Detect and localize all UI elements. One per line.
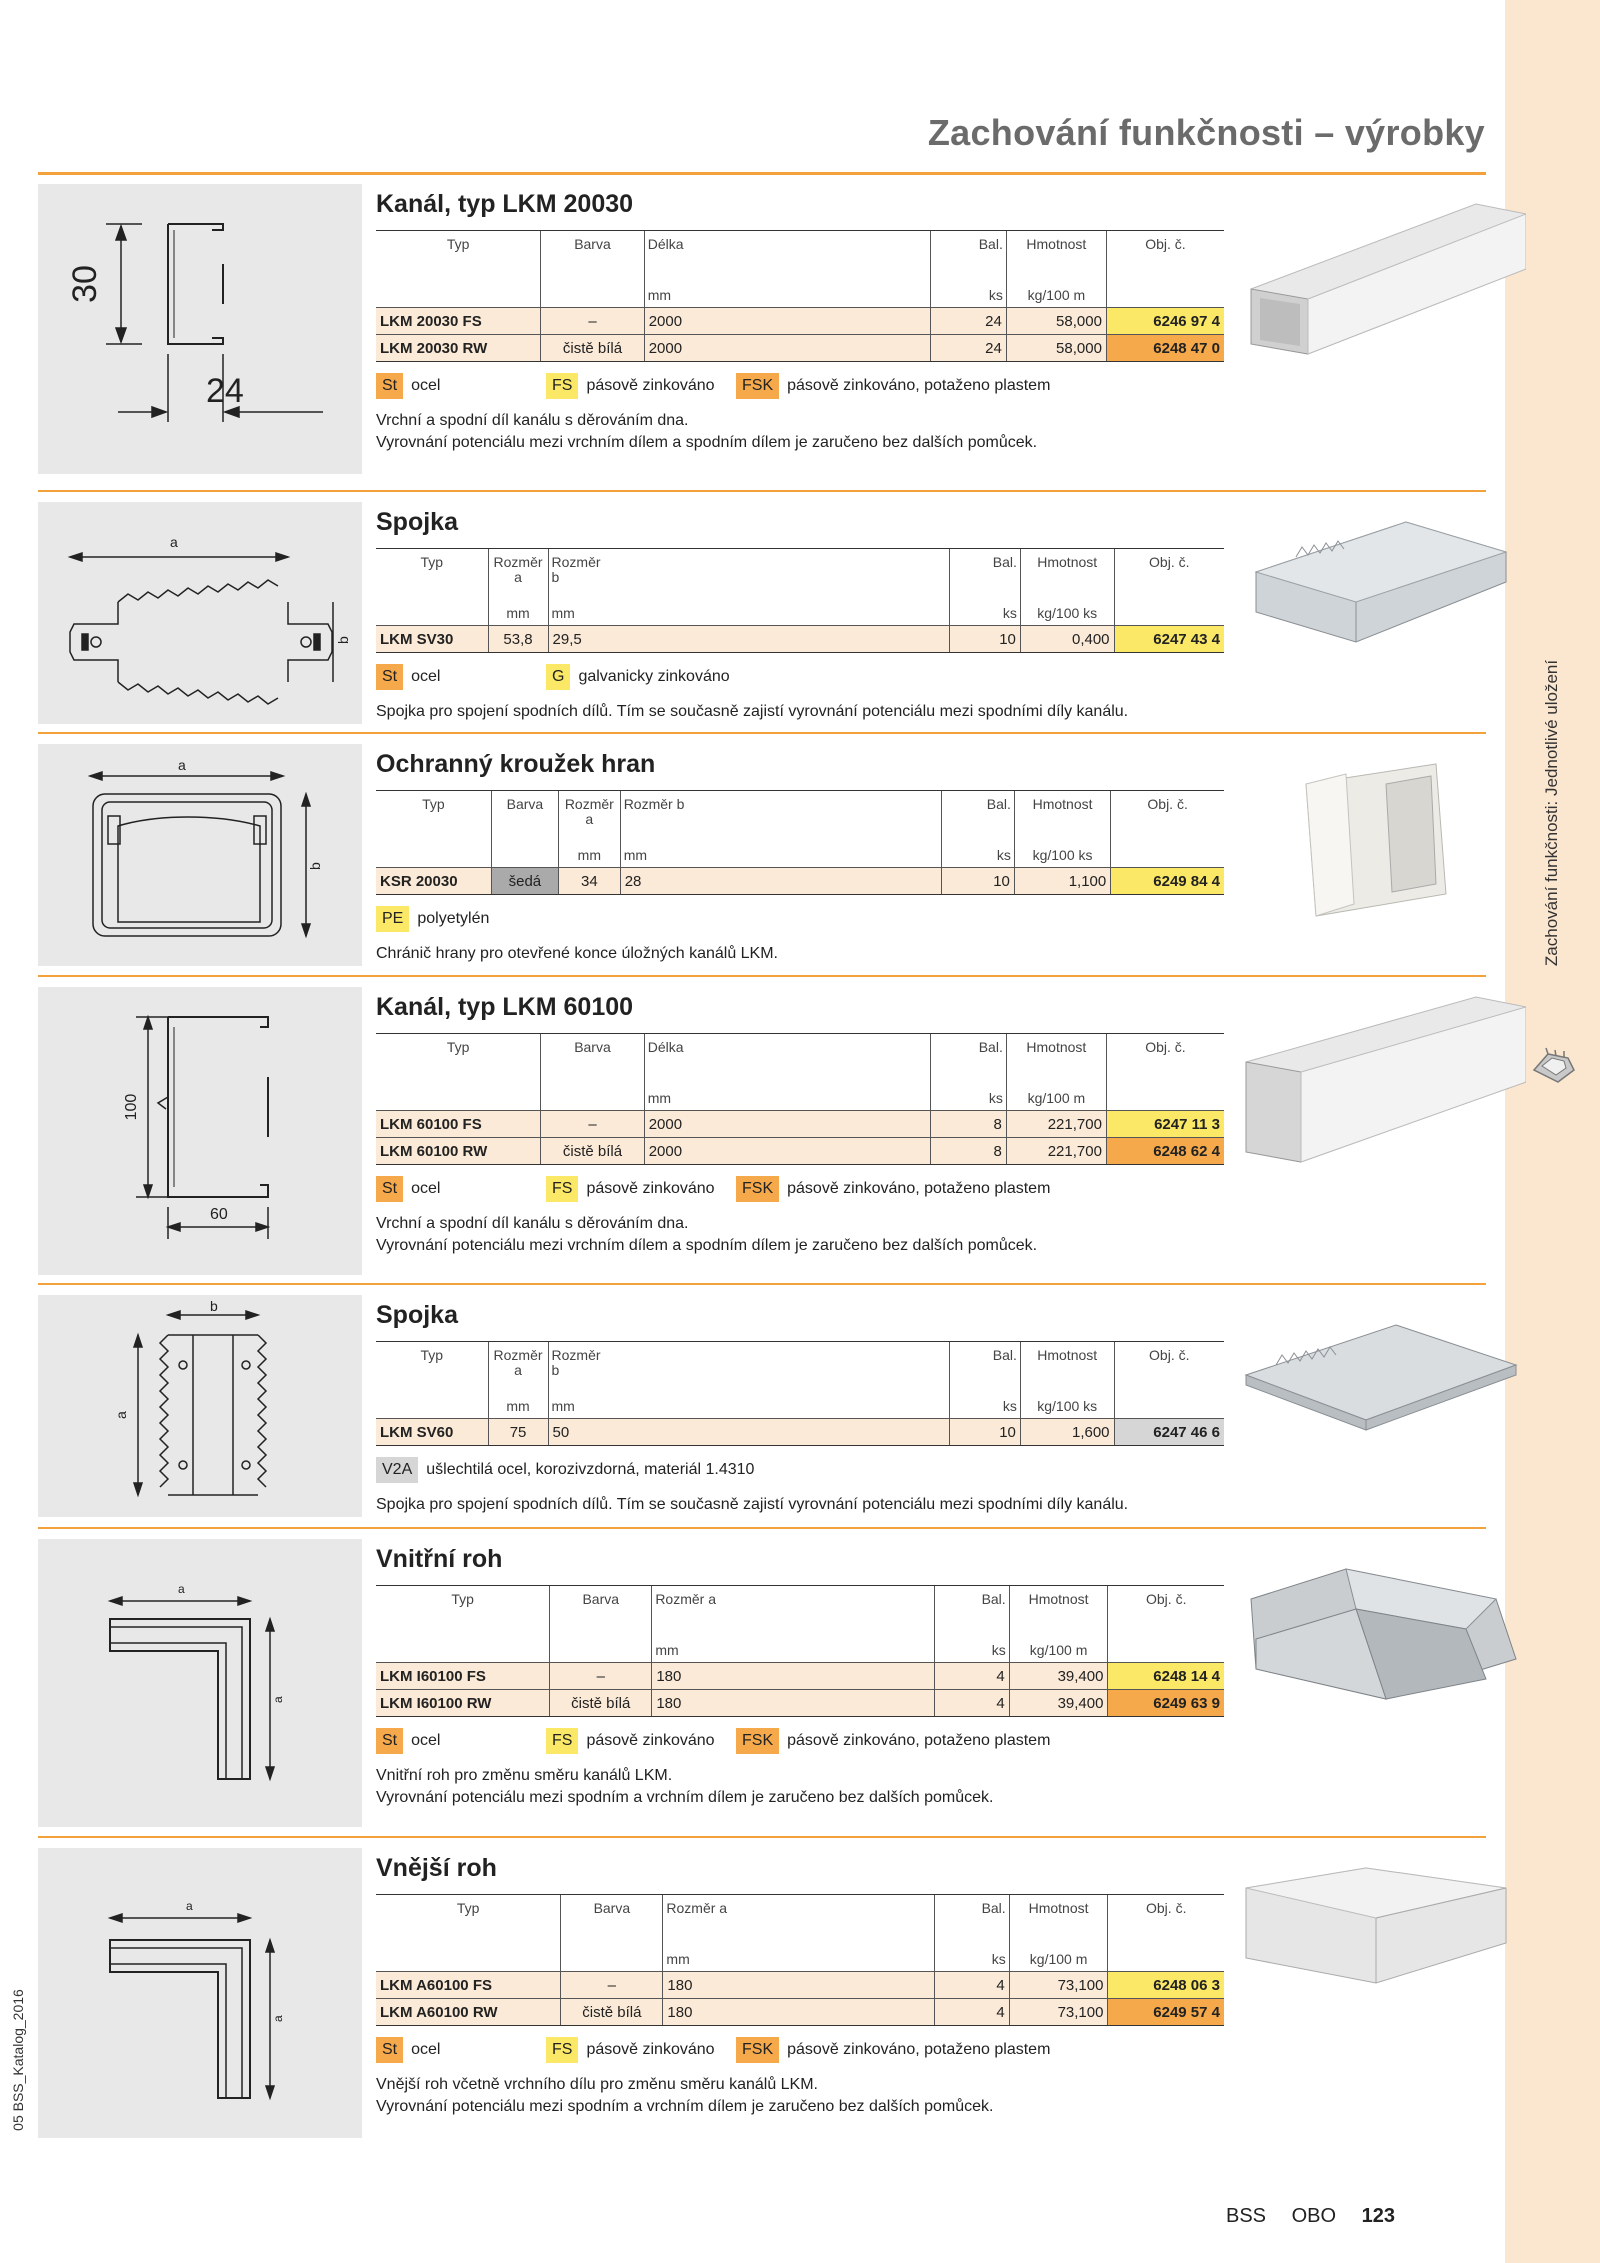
table-row: LKM 20030 RW čistě bílá 2000 24 58,000 6248 47 0 <box>376 335 1224 362</box>
material-badge: St <box>376 1728 403 1754</box>
dim-width-label: 24 <box>206 372 244 410</box>
svg-text:60: 60 <box>210 1206 228 1223</box>
table-row: LKM 20030 FS – 2000 24 58,000 6246 97 4 <box>376 308 1224 335</box>
table-row: LKM SV60 75 50 10 1,600 6247 46 6 <box>376 1419 1224 1446</box>
product-table: Typ Rozměr a Rozměr b Bal. Hmotnost Obj. č. mm mm ks kg/100 ks LKM SV60 75 50 10 1,600 6247 46 6 <box>376 1341 1224 1446</box>
table-row: LKM I60100 FS – 180 4 39,400 6248 14 4 <box>376 1663 1224 1690</box>
section-description: Spojka pro spojení spodních dílů. Tím se současně zajistí vyrovnání potenciálu mezi spodními díly kanálu. <box>376 703 1129 720</box>
order-code: 6248 62 4 <box>1106 1138 1224 1165</box>
dim-height-label: 30 <box>66 265 104 303</box>
product-photo <box>1236 1295 1526 1445</box>
order-code: 6248 06 3 <box>1108 1972 1224 1999</box>
material-badge: FS <box>546 1176 578 1202</box>
section-channel-60100 <box>38 975 1486 1280</box>
section-title: Ochranný kroužek hran <box>376 750 656 778</box>
svg-text:a: a <box>113 1411 129 1419</box>
material-legend: St ocel G galvanicky zinkováno <box>376 663 1260 691</box>
material-legend: St ocel FS pásově zinkováno FSK pásově zinkováno, potaženo plastem <box>376 1175 1260 1203</box>
material-badge: St <box>376 373 403 399</box>
order-code: 6248 47 0 <box>1106 335 1224 362</box>
technical-drawing <box>38 1539 362 1827</box>
side-label: Zachování funkčnosti: Jednotlivé uložení <box>1542 659 1561 967</box>
svg-text:b: b <box>307 862 323 870</box>
order-code: 6249 63 9 <box>1108 1690 1224 1717</box>
section-channel-20030 <box>38 172 1486 478</box>
product-table: Typ Barva Rozměr a Bal. Hmotnost Obj. č. mm ks kg/100 m LKM I60100 FS – 180 4 39,400 6248 14 4 LKM I60100 RW čistě bílá 180 4 39,400 6249 63 9 <box>376 1585 1224 1717</box>
svg-text:b: b <box>335 636 351 644</box>
section-description: Vrchní a spodní díl kanálu s děrováním dna. Vyrovnání potenciálu mezi vrchním dílem a spodním dílem je zaručeno bez dalších pomůcek. <box>376 1215 1038 1254</box>
section-description: Vnější roh včetně vrchního dílu pro změnu směru kanálů LKM. Vyrovnání potenciálu mezi spodním a vrchním dílem je zaručeno bez dalších pomůcek. <box>376 2076 994 2115</box>
product-photo <box>1236 184 1526 384</box>
col-obj: Obj. č. <box>1106 231 1224 274</box>
svg-text:a: a <box>178 1582 185 1596</box>
section-connector-sv60 <box>38 1283 1486 1523</box>
svg-text:a: a <box>271 1696 285 1703</box>
page-title: Zachování funkčnosti – výrobky <box>927 112 1485 153</box>
section-connector-sv30 <box>38 490 1486 730</box>
order-code: 6249 57 4 <box>1108 1999 1224 2026</box>
col-typ: Typ <box>376 231 541 274</box>
col-hmotnost: Hmotnost <box>1006 231 1106 274</box>
svg-text:100: 100 <box>123 1093 140 1121</box>
table-row: LKM 60100 RW čistě bílá 2000 8 221,700 6248 62 4 <box>376 1138 1224 1165</box>
product-table: Typ Barva Rozměr a Rozměr b Bal. Hmotnost Obj. č. mm mm ks kg/100 ks KSR 20030 šedá 34 28 10 1,100 6249 84 4 <box>376 790 1224 895</box>
technical-drawing <box>38 1295 362 1517</box>
material-legend: St ocel FS pásově zinkováno FSK pásově zinkováno, potaženo plastem <box>376 2036 1260 2064</box>
col-typ: Typ <box>376 549 488 592</box>
material-badge: FSK <box>736 2037 779 2063</box>
section-description: Vrchní a spodní díl kanálu s děrováním dna. Vyrovnání potenciálu mezi vrchním dílem a spodním dílem je zaručeno bez dalších pomůcek. <box>376 412 1038 451</box>
section-description: Spojka pro spojení spodních dílů. Tím se současně zajistí vyrovnání potenciálu mezi spodními díly kanálu. <box>376 1496 1129 1513</box>
order-code: 6247 11 3 <box>1106 1111 1224 1138</box>
material-legend: PE polyetylén <box>376 905 1260 933</box>
section-description: Chránič hrany pro otevřené konce úložných kanálů LKM. <box>376 945 778 962</box>
product-table: Typ Barva Rozměr a Bal. Hmotnost Obj. č. mm ks kg/100 m LKM A60100 FS – 180 4 73,100 6248 06 3 LKM A60100 RW čistě bílá 180 4 73,100 6249 57 4 <box>376 1894 1224 2026</box>
material-badge: V2A <box>376 1457 418 1483</box>
material-legend: V2A ušlechtilá ocel, korozivzdorná, materiál 1.4310 <box>376 1456 1260 1484</box>
technical-drawing <box>38 184 362 474</box>
section-title: Vnitřní roh <box>376 1545 503 1573</box>
product-photo <box>1236 987 1526 1187</box>
material-badge: St <box>376 2037 403 2063</box>
material-badge: FSK <box>736 1176 779 1202</box>
svg-text:a: a <box>178 757 186 773</box>
page-footer <box>1226 2205 1415 2228</box>
section-title: Kanál, typ LKM 60100 <box>376 993 634 1021</box>
material-legend: St ocel FS pásově zinkováno FSK pásově zinkováno, potaženo plastem <box>376 1727 1260 1755</box>
table-row: LKM SV30 53,8 29,5 10 0,400 6247 43 4 <box>376 626 1224 653</box>
product-table: Typ Rozměr a Rozměr b Bal. Hmotnost Obj. č. mm mm ks kg/100 ks LKM SV30 53,8 29,5 10 0,400 6247 43 4 <box>376 548 1224 653</box>
catalog-reference: 05 BSS_Katalog_2016 <box>10 1989 26 2131</box>
section-title: Kanál, typ LKM 20030 <box>376 190 634 218</box>
product-photo <box>1236 1539 1526 1714</box>
material-legend: St ocel FS pásově zinkováno FSK pásově zinkováno, potaženo plastem <box>376 372 1260 400</box>
section-edge-protector <box>38 732 1486 972</box>
technical-drawing <box>38 502 362 724</box>
svg-text:a: a <box>170 534 178 550</box>
col-bal: Bal. <box>931 231 1006 274</box>
material-badge: St <box>376 1176 403 1202</box>
section-title: Spojka <box>376 508 458 536</box>
product-table: Typ Barva Délka Bal. Hmotnost Obj. č. mm ks kg/100 m LKM 60100 FS – 2000 8 221,700 6247 11 3 LKM 60100 RW čistě bílá 2000 8 221,700 6248 62 4 <box>376 1033 1224 1165</box>
material-badge: FS <box>546 2037 578 2063</box>
material-badge: G <box>546 664 570 690</box>
page-number: 123 <box>1361 2205 1395 2227</box>
order-code: 6248 14 4 <box>1108 1663 1224 1690</box>
material-badge: FSK <box>736 1728 779 1754</box>
section-description: Vnitřní roh pro změnu směru kanálů LKM. Vyrovnání potenciálu mezi spodním a vrchním dílem je zaručeno bez dalších pomůcek. <box>376 1767 994 1806</box>
table-row: LKM I60100 RW čistě bílá 180 4 39,400 6249 63 9 <box>376 1690 1224 1717</box>
section-outer-corner <box>38 1836 1486 2141</box>
footer-label: BSS <box>1226 2205 1267 2227</box>
product-table: Typ Barva Délka Bal. Hmotnost Obj. č. mm ks kg/100 m LKM 20030 FS – 2000 24 58,000 6246 97 4 LKM 20030 RW čistě bílá 2000 24 58,000 6248 47 0 <box>376 230 1224 362</box>
product-photo <box>1236 502 1526 652</box>
order-code: 6247 46 6 <box>1114 1419 1224 1446</box>
cable-tray-icon <box>1528 1040 1580 1088</box>
order-code: 6249 84 4 <box>1111 868 1224 895</box>
order-code: 6246 97 4 <box>1106 308 1224 335</box>
table-row: KSR 20030 šedá 34 28 10 1,100 6249 84 4 <box>376 868 1224 895</box>
section-title: Vnější roh <box>376 1854 497 1882</box>
material-badge: St <box>376 664 403 690</box>
col-delka: Délka <box>644 231 921 274</box>
table-row: LKM 60100 FS – 2000 8 221,700 6247 11 3 <box>376 1111 1224 1138</box>
brand-label: OBO <box>1291 2205 1337 2227</box>
technical-drawing <box>38 1848 362 2138</box>
material-badge: PE <box>376 906 409 932</box>
svg-text:a: a <box>271 2015 285 2022</box>
section-title: Spojka <box>376 1301 458 1329</box>
product-photo <box>1236 744 1526 924</box>
table-row: LKM A60100 RW čistě bílá 180 4 73,100 6249 57 4 <box>376 1999 1224 2026</box>
table-row: LKM A60100 FS – 180 4 73,100 6248 06 3 <box>376 1972 1224 1999</box>
svg-text:a: a <box>186 1899 193 1913</box>
product-photo <box>1236 1848 1526 1998</box>
technical-drawing <box>38 987 362 1275</box>
material-badge: FS <box>546 1728 578 1754</box>
order-code: 6247 43 4 <box>1114 626 1224 653</box>
technical-drawing <box>38 744 362 966</box>
material-badge: FS <box>546 373 578 399</box>
material-badge: FSK <box>736 373 779 399</box>
svg-text:b: b <box>210 1298 218 1314</box>
section-inner-corner <box>38 1527 1486 1832</box>
col-barva: Barva <box>541 231 644 274</box>
